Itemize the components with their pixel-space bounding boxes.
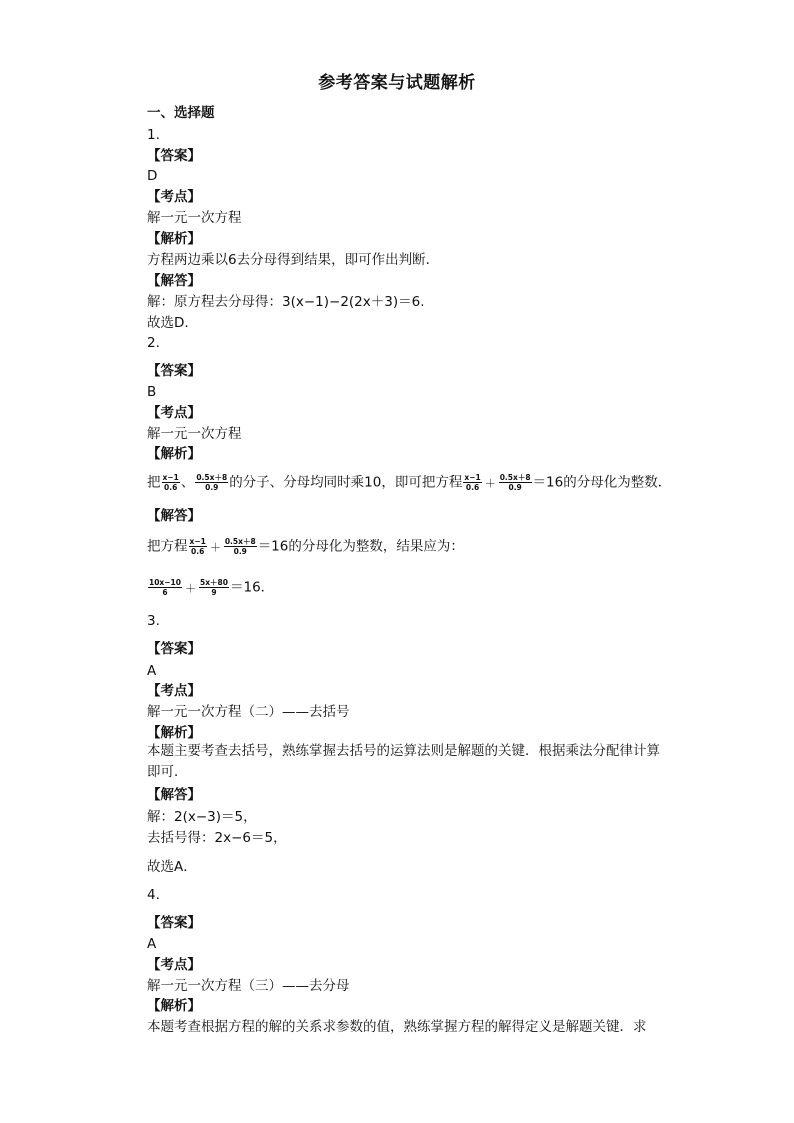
fraction-denominator: 9 bbox=[211, 588, 217, 597]
q3-solution-line-1: 解：2(x−3)＝5， bbox=[147, 809, 257, 825]
q4-point: 解一元一次方程（三）——去分母 bbox=[147, 978, 350, 994]
q2-solution-text-pre: 把方程 bbox=[147, 538, 188, 555]
fraction-denominator: 0.6 bbox=[191, 547, 205, 556]
fraction bbox=[199, 578, 229, 597]
plus-sign: ＋ bbox=[484, 476, 496, 490]
q1-point-tag: 【考点】 bbox=[147, 189, 201, 205]
fraction bbox=[499, 473, 532, 492]
fraction-numerator: x−1 bbox=[189, 537, 206, 546]
fraction-numerator: 10x−10 bbox=[149, 578, 181, 587]
fraction bbox=[195, 473, 228, 492]
q1-analysis: 方程两边乘以6去分母得到结果，即可作出判断． bbox=[147, 252, 440, 268]
q3-solution-line-3: 故选A． bbox=[147, 859, 197, 875]
fraction-numerator: 5x＋80 bbox=[200, 578, 228, 587]
q2-analysis-text-mid: 的分子、分母均同时乘10，即可把方程 bbox=[229, 474, 463, 491]
q3-analysis: 本题主要考查去括号，熟练掌握去括号的运算法则是解题的关键．根据乘法分配律计算即可． bbox=[147, 743, 660, 780]
q2-solution-text-post: ＝16的分母化为整数，结果应为： bbox=[257, 538, 464, 555]
q4-number: 4. bbox=[147, 887, 160, 903]
q1-solution-line-1: 解：原方程去分母得：3(x−1)−2(2x＋3)＝6. bbox=[147, 294, 425, 310]
q4-answer-tag: 【答案】 bbox=[147, 915, 201, 931]
q2-analysis bbox=[147, 473, 671, 493]
plus-sign: ＋ bbox=[209, 540, 221, 554]
q1-answer: D bbox=[147, 168, 158, 184]
fraction-numerator: x−1 bbox=[464, 473, 481, 482]
plus-sign: ＋ bbox=[185, 581, 196, 595]
fraction bbox=[162, 473, 180, 492]
fraction-numerator: 0.5x＋8 bbox=[499, 473, 531, 482]
q3-solution-line-2: 去括号得：2x−6＝5， bbox=[147, 830, 287, 846]
fraction-denominator: 0.6 bbox=[164, 483, 178, 492]
q2-analysis-tag: 【解析】 bbox=[147, 446, 201, 462]
q2-solution-result bbox=[147, 578, 274, 598]
fraction-denominator: 0.9 bbox=[233, 547, 247, 556]
q2-solution-tag: 【解答】 bbox=[147, 508, 201, 524]
q4-answer: A bbox=[147, 936, 157, 952]
q4-analysis: 本题考查根据方程的解的关系求参数的值，熟练掌握方程的解得定义是解题关键．求 bbox=[147, 1019, 647, 1035]
fraction-denominator: 0.9 bbox=[205, 483, 219, 492]
q4-analysis-tag: 【解析】 bbox=[147, 998, 201, 1014]
q4-point-tag: 【考点】 bbox=[147, 957, 201, 973]
fraction bbox=[148, 578, 182, 597]
q3-answer: A bbox=[147, 663, 157, 679]
q3-number: 3. bbox=[147, 613, 160, 629]
q2-analysis-separator: 、 bbox=[180, 474, 195, 491]
q2-analysis-text-post: ＝16的分母化为整数． bbox=[532, 474, 672, 491]
fraction-numerator: 0.5x＋8 bbox=[224, 537, 256, 546]
q2-point-tag: 【考点】 bbox=[147, 405, 201, 421]
q1-number: 1. bbox=[147, 127, 160, 143]
q2-answer-tag: 【答案】 bbox=[147, 363, 201, 379]
page-title: 参考答案与试题解析 bbox=[318, 73, 476, 93]
fraction-numerator: x−1 bbox=[162, 473, 179, 482]
q3-analysis-tag: 【解析】 bbox=[147, 725, 201, 741]
fraction-numerator: 0.5x＋8 bbox=[196, 473, 228, 482]
q3-point: 解一元一次方程（二）——去括号 bbox=[147, 704, 350, 720]
fraction bbox=[189, 537, 207, 556]
q2-analysis-text-pre: 把 bbox=[147, 474, 161, 491]
q2-point: 解一元一次方程 bbox=[147, 426, 242, 442]
q1-solution-tag: 【解答】 bbox=[147, 273, 201, 289]
section-heading: 一、选择题 bbox=[147, 105, 215, 121]
q2-answer: B bbox=[147, 384, 157, 400]
fraction-denominator: 0.9 bbox=[508, 483, 522, 492]
q1-analysis-tag: 【解析】 bbox=[147, 231, 201, 247]
q2-result-text-post: ＝16． bbox=[230, 579, 275, 596]
q1-solution-line-2: 故选D. bbox=[147, 315, 189, 331]
fraction-denominator: 6 bbox=[162, 588, 168, 597]
q2-number: 2. bbox=[147, 335, 160, 351]
fraction bbox=[463, 473, 481, 492]
q3-answer-tag: 【答案】 bbox=[147, 641, 201, 657]
q1-answer-tag: 【答案】 bbox=[147, 148, 201, 164]
q3-solution-tag: 【解答】 bbox=[147, 787, 201, 803]
fraction bbox=[224, 537, 257, 556]
q3-point-tag: 【考点】 bbox=[147, 683, 201, 699]
fraction-denominator: 0.6 bbox=[465, 483, 480, 492]
q1-point: 解一元一次方程 bbox=[147, 210, 242, 226]
q2-solution-line-1 bbox=[147, 537, 464, 557]
